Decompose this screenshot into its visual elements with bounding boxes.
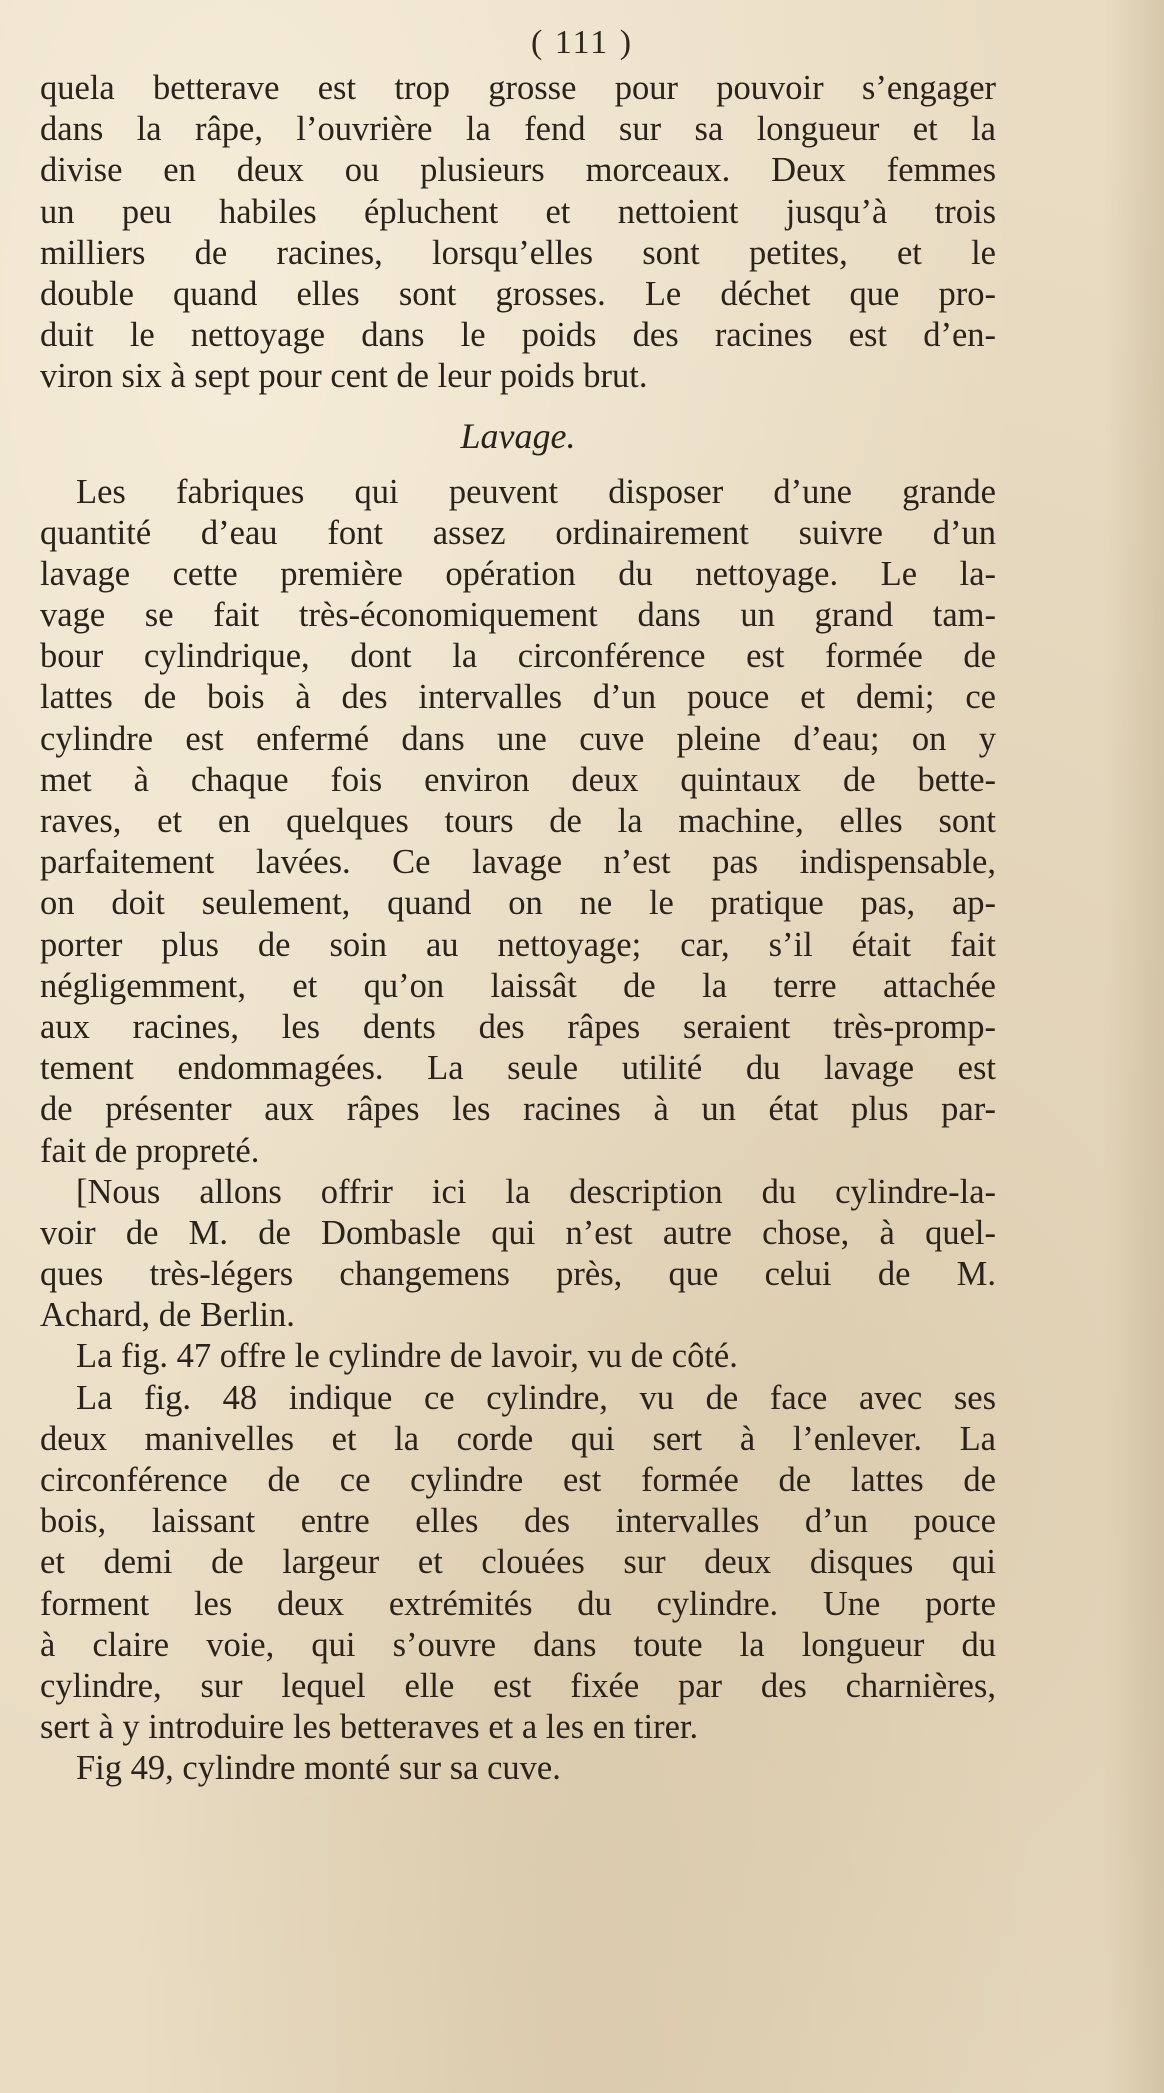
paragraph-nettoyage-end xyxy=(40,68,996,398)
text-line: forment les deux extrémités du cylindre. Une porte xyxy=(40,1584,996,1623)
text-line: Fig 49, cylindre monté sur sa cuve. xyxy=(76,1749,561,1788)
text-line: quantité d’eau font assez ordinairement suivre d’un xyxy=(40,513,996,552)
text-line: met à chaque fois environ deux quintaux de bette- xyxy=(40,760,996,799)
text-line: dans la râpe, l’ouvrière la fend sur sa longueur et la xyxy=(40,110,996,149)
text-line: sert à y introduire les betteraves et a les en tirer. xyxy=(40,1708,699,1747)
text-line: et demi de largeur et clouées sur deux disques qui xyxy=(40,1543,996,1582)
text-line: La fig. 48 indique ce cylindre, vu de face avec ses xyxy=(76,1378,996,1417)
text-line: aux racines, les dents des râpes seraient très-promp- xyxy=(40,1007,996,1046)
text-line: porter plus de soin au nettoyage; car, s’il était fait xyxy=(40,925,996,964)
text-line: deux manivelles et la corde qui sert à l’enlever. La xyxy=(40,1419,996,1458)
text-line: lavage cette première opération du nettoyage. Le la- xyxy=(40,554,996,593)
text-line: divise en deux ou plusieurs morceaux. Deux femmes xyxy=(40,151,996,190)
text-line: cylindre est enfermé dans une cuve pleine d’eau; on y xyxy=(40,719,996,758)
text-line: cylindre, sur lequel elle est fixée par des charnières, xyxy=(40,1666,996,1705)
paragraph-description-intro xyxy=(40,1172,996,1337)
text-line: un peu habiles épluchent et nettoient jusqu’à trois xyxy=(40,192,996,231)
page-body xyxy=(40,68,996,1790)
text-line: quela betterave est trop grosse pour pouvoir s’engager xyxy=(40,69,996,107)
text-line: circonférence de ce cylindre est formée de lattes de xyxy=(40,1461,996,1499)
text-line: on doit seulement, quand on ne le pratique pas, ap- xyxy=(40,884,996,923)
text-line: fait de propreté. xyxy=(40,1131,260,1170)
text-line: [Nous allons offrir ici la description du cylindre-la- xyxy=(76,1172,996,1211)
text-line: tement endommagées. La seule utilité du lavage est xyxy=(40,1049,996,1088)
text-line: double quand elles sont grosses. Le déchet que pro- xyxy=(40,274,996,313)
text-line: ques très-légers changemens près, que celui de M. xyxy=(40,1255,996,1294)
paragraph-lavage xyxy=(40,472,996,1172)
text-line: raves, et en quelques tours de la machine, elles sont xyxy=(40,802,996,840)
section-heading-lavage: Lavage. xyxy=(460,415,576,456)
text-line: duit le nettoyage dans le poids des racines est d’en- xyxy=(40,316,996,355)
paragraph-fig-47 xyxy=(40,1336,996,1377)
text-line: voir de M. de Dombasle qui n’est autre chose, à quel- xyxy=(40,1213,996,1252)
text-line: négligemment, et qu’on laissât de la terre attachée xyxy=(40,966,996,1005)
text-line: à claire voie, qui s’ouvre dans toute la longueur du xyxy=(40,1625,996,1664)
text-line: lattes de bois à des intervalles d’un pouce et demi; ce xyxy=(40,678,996,717)
text-line: milliers de racines, lorsqu’elles sont petites, et le xyxy=(40,233,996,272)
page-fold-shadow xyxy=(1104,0,1164,2093)
text-line: bour cylindrique, dont la circonférence est formée de xyxy=(40,637,996,676)
paragraph-fig-49 xyxy=(40,1748,996,1789)
paragraph-fig-48 xyxy=(40,1378,996,1749)
text-line: Les fabriques qui peuvent disposer d’une grande xyxy=(76,472,996,511)
text-line: de présenter aux râpes les racines à un état plus par- xyxy=(40,1090,996,1129)
page-number: ( 111 ) xyxy=(530,24,634,61)
text-line: Achard, de Berlin. xyxy=(40,1296,295,1335)
text-line: La fig. 47 offre le cylindre de lavoir, vu de côté. xyxy=(76,1337,738,1376)
text-line: parfaitement lavées. Ce lavage n’est pas indispensable, xyxy=(40,843,996,882)
text-line: vage se fait très-économiquement dans un grand tam- xyxy=(40,596,996,635)
text-line: bois, laissant entre elles des intervalles d’un pouce xyxy=(40,1502,996,1541)
text-line: viron six à sept pour cent de leur poids brut. xyxy=(40,357,648,396)
